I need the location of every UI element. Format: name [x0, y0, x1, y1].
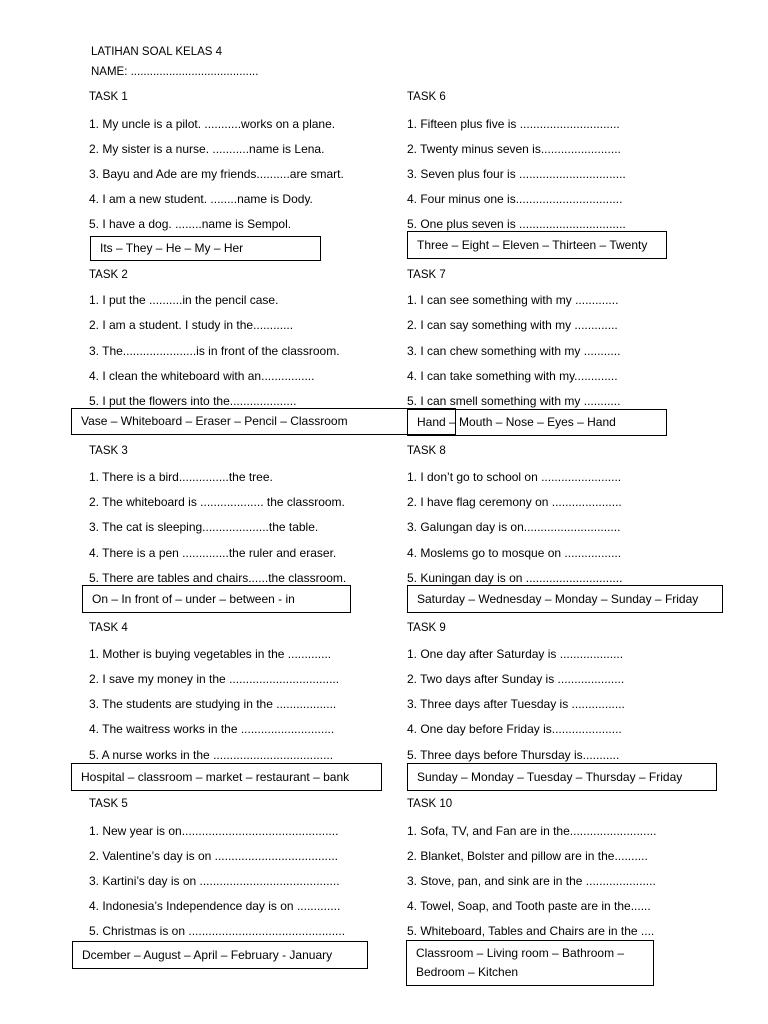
question: 3. The cat is sleeping....................the table.	[89, 520, 319, 534]
question: 3. Bayu and Ade are my friends..........are smart.	[89, 167, 344, 181]
question: 1. Sofa, TV, and Fan are in the..........................	[407, 824, 657, 838]
question: 5. I can smell something with my ...........	[407, 394, 621, 408]
options-box: Sunday – Monday – Tuesday – Thursday – Friday	[407, 763, 717, 791]
options-box: Three – Eight – Eleven – Thirteen – Twenty	[407, 231, 667, 259]
task-title: TASK 2	[89, 269, 128, 281]
question: 5. A nurse works in the ....................................	[89, 748, 334, 762]
options-box: On – In front of – under – between - in	[82, 585, 351, 613]
question: 3. Three days after Tuesday is ................	[407, 697, 625, 711]
options-box: Dcember – August – April – February - January	[72, 941, 368, 969]
question: 4. I am a new student. ........name is Dody.	[89, 192, 313, 206]
question: 1. My uncle is a pilot. ...........works on a plane.	[89, 117, 336, 131]
question: 1. I put the ..........in the pencil case.	[89, 293, 279, 307]
task-title: TASK 3	[89, 445, 128, 457]
question: 3. Stove, pan, and sink are in the .....................	[407, 874, 656, 888]
options-box: Hospital – classroom – market – restaurant – bank	[71, 763, 382, 791]
question: 5. Three days before Thursday is...........	[407, 748, 620, 762]
question: 3. Kartini’s day is on ..........................................	[89, 874, 340, 888]
task-title: TASK 7	[407, 269, 446, 281]
question: 4. Indonesia’s Independence day is on .............	[89, 899, 341, 913]
task-title: TASK 8	[407, 445, 446, 457]
question: 4. Four minus one is................................	[407, 192, 623, 206]
question: 4. Towel, Soap, and Tooth paste are in the......	[407, 899, 651, 913]
question: 4. I can take something with my.............	[407, 369, 618, 383]
question: 1. I don’t go to school on ........................	[407, 470, 622, 484]
question: 3. The students are studying in the ..................	[89, 697, 337, 711]
question: 5. I have a dog. ........name is Sempol.	[89, 217, 292, 231]
question: 3. Galungan day is on.............................	[407, 520, 621, 534]
options-box: Hand – Mouth – Nose – Eyes – Hand	[407, 409, 667, 436]
question: 4. One day before Friday is.....................	[407, 722, 622, 736]
question: 2. I can say something with my .............	[407, 318, 618, 332]
question: 2. My sister is a nurse. ...........name is Lena.	[89, 142, 325, 156]
question: 2. Twenty minus seven is........................	[407, 142, 621, 156]
task-title: TASK 6	[407, 91, 446, 103]
options-line: Bedroom – Kitchen	[416, 965, 519, 979]
question: 4. Moslems go to mosque on .................	[407, 546, 622, 560]
question: 1. There is a bird...............the tree.	[89, 470, 273, 484]
options-box: Its – They – He – My – Her	[90, 236, 321, 261]
options-box: Saturday – Wednesday – Monday – Sunday – Friday	[407, 585, 723, 613]
question: 2. The whiteboard is ................... the classroom.	[89, 495, 345, 509]
name-line: NAME: ........................................	[91, 66, 259, 78]
question: 4. The waitress works in the ............................	[89, 722, 335, 736]
question: 5. Kuningan day is on .............................	[407, 571, 623, 585]
options-box	[406, 940, 654, 986]
task-title: TASK 5	[89, 798, 128, 810]
question: 5. One plus seven is ................................	[407, 217, 626, 231]
question: 2. Valentine’s day is on .....................................	[89, 849, 338, 863]
worksheet-title: LATIHAN SOAL KELAS 4	[91, 46, 223, 58]
question: 1. I can see something with my .............	[407, 293, 619, 307]
task-title: TASK 10	[407, 798, 453, 810]
question: 5. Christmas is on ...............................................	[89, 924, 346, 938]
task-title: TASK 9	[407, 622, 446, 634]
question: 3. The......................is in front of the classroom.	[89, 344, 340, 358]
question: 5. There are tables and chairs......the classroom.	[89, 571, 347, 585]
question: 1. New year is on...............................................	[89, 824, 339, 838]
question: 2. Blanket, Bolster and pillow are in the..........	[407, 849, 648, 863]
question: 1. One day after Saturday is ...................	[407, 647, 624, 661]
question: 3. Seven plus four is ................................	[407, 167, 626, 181]
question: 4. I clean the whiteboard with an................	[89, 369, 315, 383]
question: 3. I can chew something with my ...........	[407, 344, 621, 358]
question: 2. I have flag ceremony on .....................	[407, 495, 622, 509]
task-title: TASK 4	[89, 622, 128, 634]
question: 1. Mother is buying vegetables in the .............	[89, 647, 332, 661]
options-box: Vase – Whiteboard – Eraser – Pencil – Classroom	[71, 408, 456, 435]
options-line: Classroom – Living room – Bathroom –	[416, 946, 625, 960]
question: 2. I save my money in the .................................	[89, 672, 340, 686]
task-title: TASK 1	[89, 91, 128, 103]
question: 2. I am a student. I study in the............	[89, 318, 294, 332]
question: 5. Whiteboard, Tables and Chairs are in the ....	[407, 924, 655, 938]
question: 1. Fifteen plus five is ..............................	[407, 117, 620, 131]
question: 4. There is a pen ..............the ruler and eraser.	[89, 546, 337, 560]
question: 5. I put the flowers into the....................	[89, 394, 297, 408]
question: 2. Two days after Sunday is ....................	[407, 672, 625, 686]
